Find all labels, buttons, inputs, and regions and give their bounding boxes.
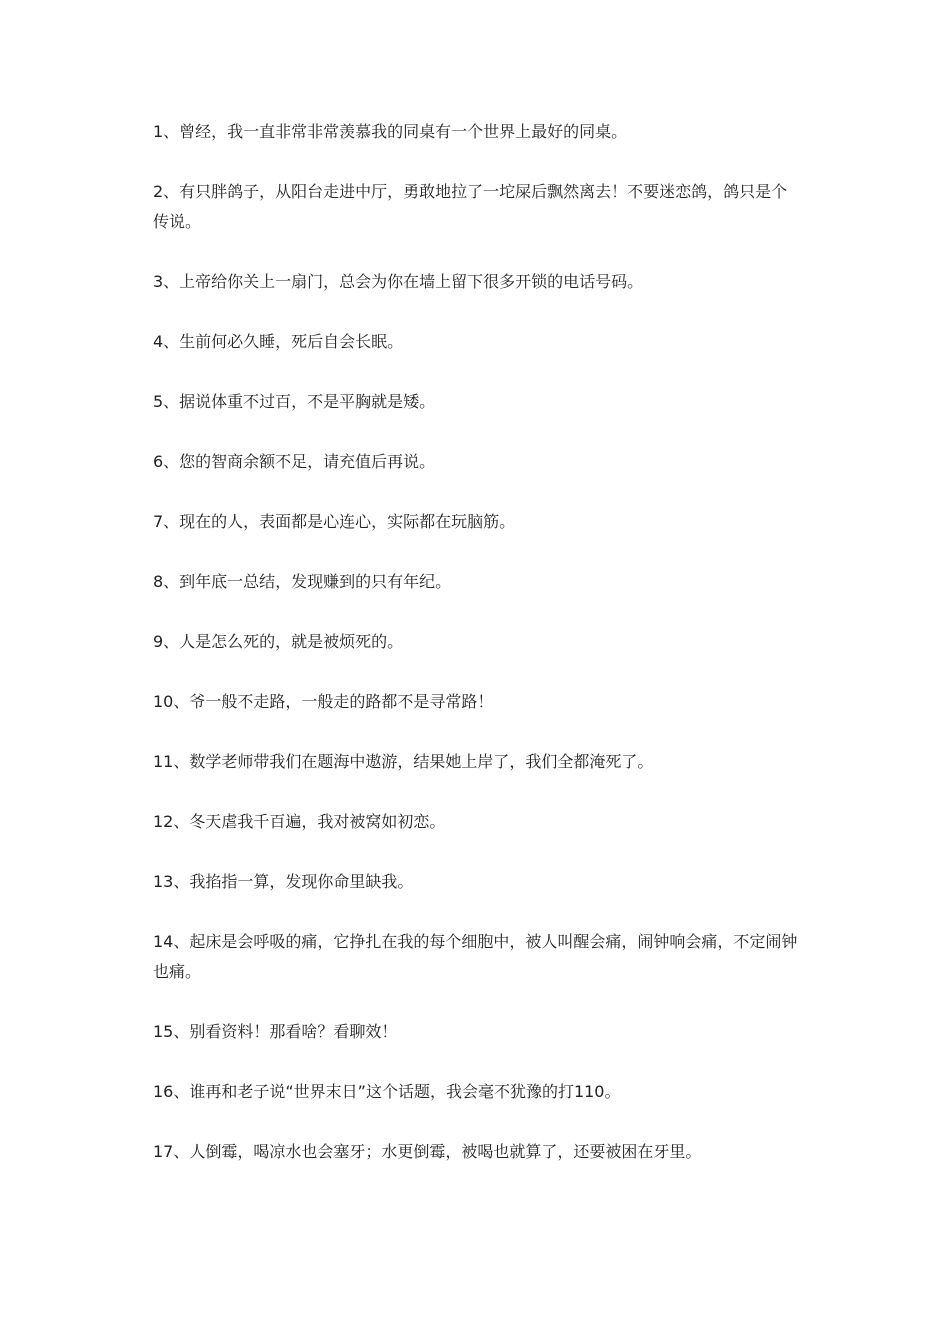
text-line-2: 2、有只胖鸽子，从阳台走进中厅，勇敢地拉了一坨屎后飘然离去！不要迷恋鸽，鸽只是个传说。 bbox=[153, 182, 788, 231]
text-line-5: 5、据说体重不过百，不是平胸就是矮。 bbox=[153, 392, 436, 411]
text-line-1: 1、曾经，我一直非常非常羡慕我的同桌有一个世界上最好的同桌。 bbox=[153, 122, 628, 141]
text-line-15: 15、别看资料！那看啥？看聊效！ bbox=[153, 1022, 398, 1041]
text-line-14: 14、起床是会呼吸的痛，它挣扎在我的每个细胞中，被人叫醒会痛，闹钟响会痛，不定闹钟也痛。 bbox=[153, 932, 798, 981]
text-line-17: 17、人倒霉，喝凉水也会塞牙；水更倒霉，被喝也就算了，还要被困在牙里。 bbox=[153, 1142, 702, 1161]
document-body bbox=[153, 117, 798, 1197]
text-line-8: 8、到年底一总结，发现赚到的只有年纪。 bbox=[153, 572, 452, 591]
text-line-9: 9、人是怎么死的，就是被烦死的。 bbox=[153, 632, 404, 651]
text-line-10: 10、爷一般不走路，一般走的路都不是寻常路！ bbox=[153, 692, 494, 711]
text-line-11: 11、数学老师带我们在题海中遨游，结果她上岸了，我们全都淹死了。 bbox=[153, 752, 654, 771]
text-line-16: 16、谁再和老子说“世界末日”这个话题，我会毫不犹豫的打110。 bbox=[153, 1082, 621, 1101]
text-line-13: 13、我掐指一算，发现你命里缺我。 bbox=[153, 872, 414, 891]
text-line-12: 12、冬天虐我千百遍，我对被窝如初恋。 bbox=[153, 812, 446, 831]
text-line-3: 3、上帝给你关上一扇门，总会为你在墙上留下很多开锁的电话号码。 bbox=[153, 272, 644, 291]
text-line-4: 4、生前何必久睡，死后自会长眠。 bbox=[153, 332, 404, 351]
text-line-7: 7、现在的人，表面都是心连心，实际都在玩脑筋。 bbox=[153, 512, 516, 531]
text-line-6: 6、您的智商余额不足，请充值后再说。 bbox=[153, 452, 436, 471]
